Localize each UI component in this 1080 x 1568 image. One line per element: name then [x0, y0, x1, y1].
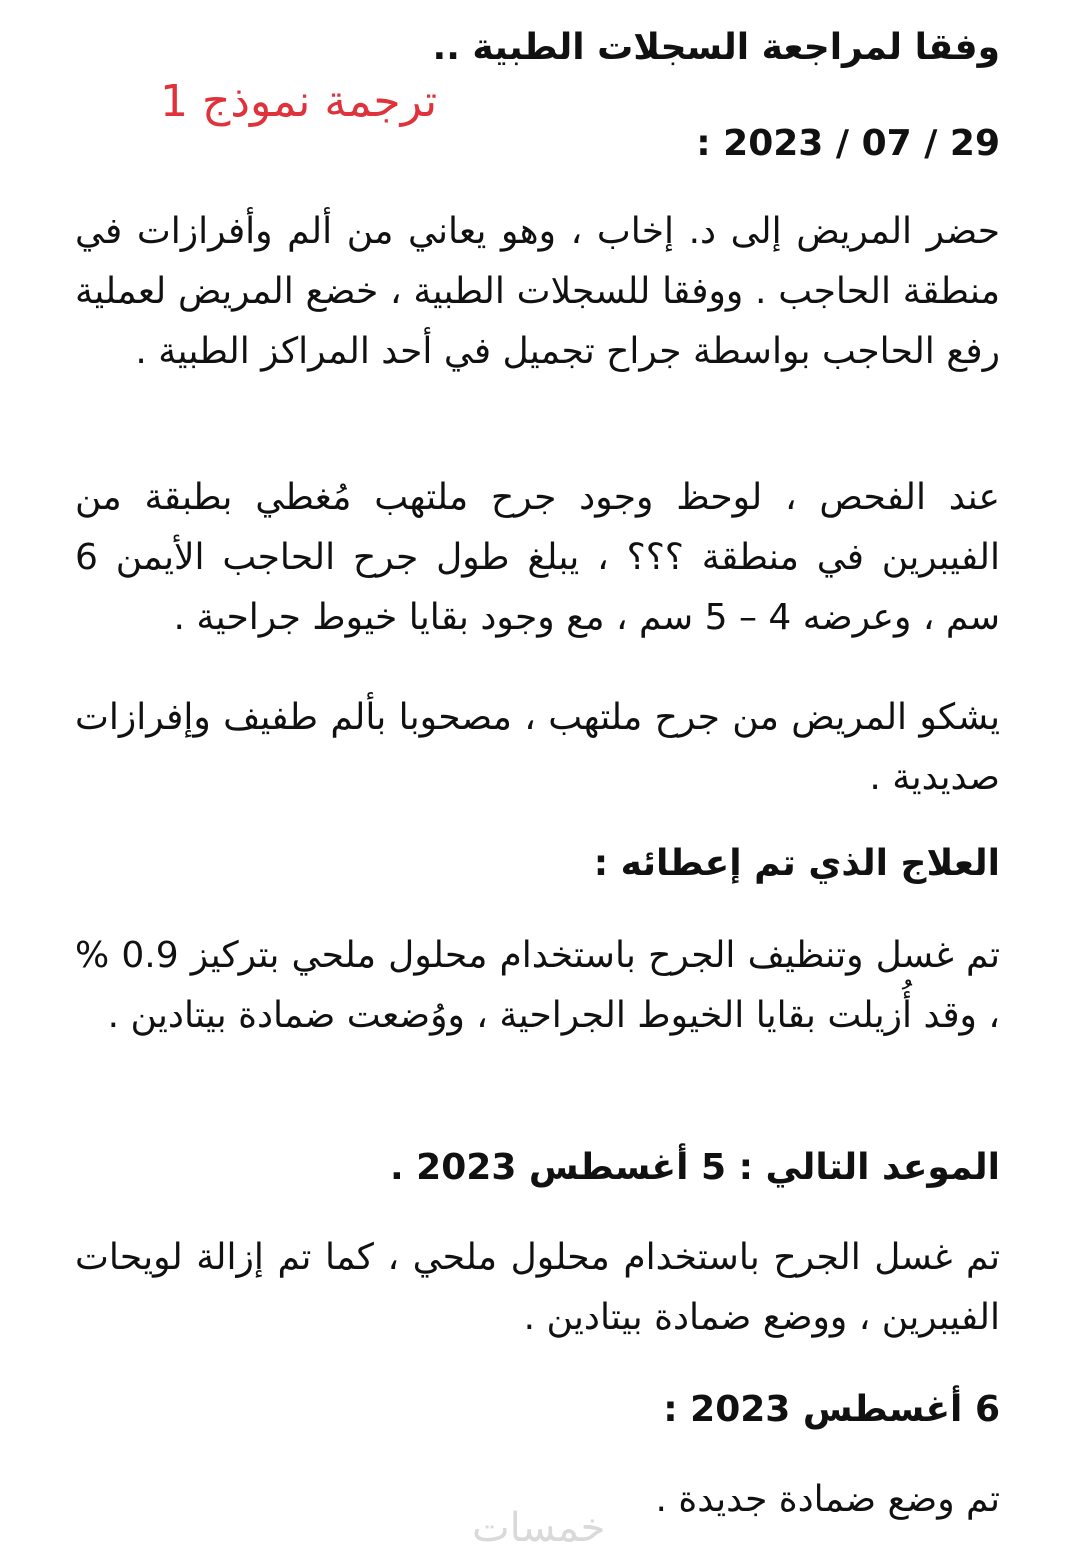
paragraph-new-dressing: تم وضع ضمادة جديدة . — [655, 1479, 1000, 1520]
date-heading-1: 29 / 07 / 2023 : — [696, 123, 1000, 164]
site-watermark: خمسات — [472, 1505, 606, 1551]
paragraph-examination: عند الفحص ، لوحظ وجود جرح ملتهب مُغطي بطبقة من الفيبرين في منطقة ؟؟؟ ، يبلغ طول جرح الحاجب الأيمن 6 سم ، وعرضه 4 – 5 سم ، مع وجود بقايا خيوط جراحية . — [75, 477, 1000, 638]
paragraph-treatment: تم غسل وتنظيف الجرح باستخدام محلول ملحي بتركيز 0.9 % ، وقد أُزيلت بقايا الخيوط الجراحية ، ووُضعت ضمادة بيتادين . — [75, 935, 1000, 1036]
treatment-heading: العلاج الذي تم إعطائه : — [593, 843, 1000, 884]
paragraph-visit-reason: حضر المريض إلى د. إخاب ، وهو يعاني من ألم وأفرازات في منطقة الحاجب . ووفقا للسجلات الطبية ، خضع المريض لعملية رفع الحاجب بواسطة جراح تجميل في أحد المراكز الطبية . — [75, 211, 1000, 372]
paragraph-followup: تم غسل الجرح باستخدام محلول ملحي ، كما تم إزالة لويحات الفيبرين ، ووضع ضمادة بيتادين . — [75, 1237, 1000, 1338]
date-heading-2: 6 أغسطس 2023 : — [663, 1389, 1000, 1430]
sample-label: ترجمة نموذج 1 — [160, 76, 438, 127]
document-header: وفقا لمراجعة السجلات الطبية .. — [432, 27, 1000, 68]
next-appointment-heading: الموعد التالي : 5 أغسطس 2023 . — [389, 1147, 1000, 1188]
paragraph-complaint: يشكو المريض من جرح ملتهب ، مصحوبا بألم طفيف وإفرازات صديدية . — [75, 697, 1000, 798]
